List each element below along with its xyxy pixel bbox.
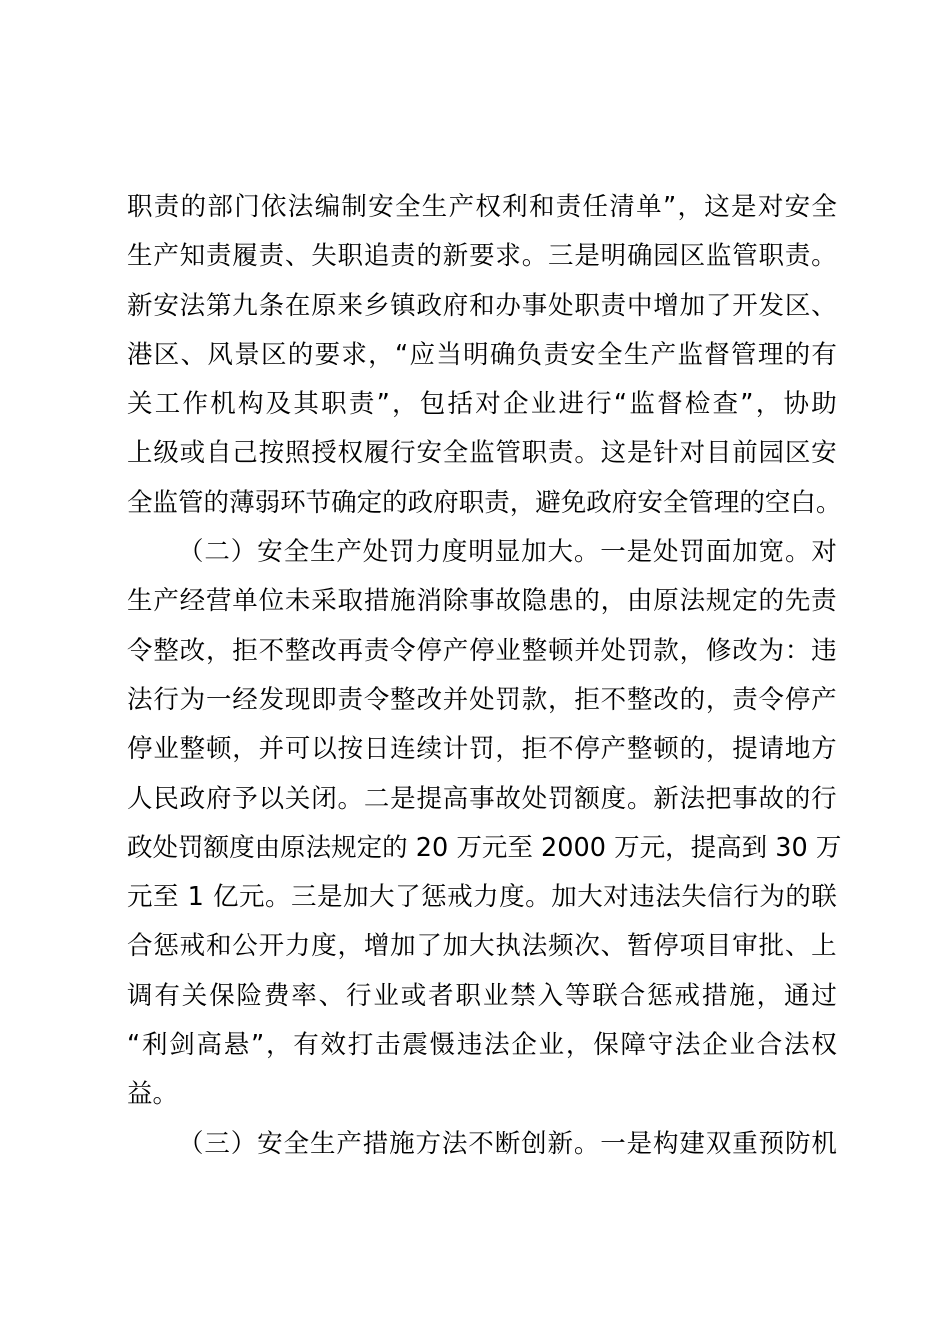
- text-line: 港 区 、 风 景 区 的 要 求 ， “ 应 当 明 确 负 责 安 全 生 产 监 督 管 理 的 有: [127, 339, 837, 370]
- text-line: 生 产 经 营 单 位 未 采 取 措 施 消 除 事 故 隐 患 的 ， 由 原 法 规 定 的 先 责: [127, 586, 837, 617]
- paragraph-first-line: （ 二 ） 安 全 生 产 处 罚 力 度 明 显 加 大 。 一 是 处 罚 面 加 宽 。 对: [178, 537, 837, 568]
- text-line: 人 民 政 府 予 以 关 闭 。 二 是 提 高 事 故 处 罚 额 度 。 新 法 把 事 故 的 行: [127, 783, 837, 814]
- text-line: 停 业 整 顿 ， 并 可 以 按 日 连 续 计 罚 ， 拒 不 停 产 整 顿 的 ， 提 请 地 方: [127, 734, 837, 765]
- text-line: 全 监 管 的 薄 弱 环 节 确 定 的 政 府 职 责 ， 避 免 政 府 安 全 管 理 的 空 白 。: [127, 487, 842, 518]
- text-line: 令 整 改 ， 拒 不 整 改 再 责 令 停 产 停 业 整 顿 并 处 罚 款 ， 修 改 为 ： 违: [127, 635, 837, 666]
- text-line: 元 至 1 亿 元 。 三 是 加 大 了 惩 戒 力 度 。 加 大 对 违 法 失 信 行 为 的 联: [127, 882, 837, 913]
- text-line: 政 处 罚 额 度 由 原 法 规 定 的 2 0 万 元 至 2 0 0 0 万 元 ， 提 高 到 3 0 万: [127, 832, 842, 863]
- text-line: 调 有 关 保 险 费 率 、 行 业 或 者 职 业 禁 入 等 联 合 惩 戒 措 施 ， 通 过: [127, 980, 837, 1011]
- text-line: 合 惩 戒 和 公 开 力 度 ， 增 加 了 加 大 执 法 频 次 、 暂 停 项 目 审 批 、 上: [127, 931, 837, 962]
- text-line: 新 安 法 第 九 条 在 原 来 乡 镇 政 府 和 办 事 处 职 责 中 增 加 了 开 发 区 、: [127, 290, 837, 321]
- text-line: 生 产 知 责 履 责 、 失 职 追 责 的 新 要 求 。 三 是 明 确 园 区 监 管 职 责 。: [127, 241, 837, 272]
- paragraph-first-line: （ 三 ） 安 全 生 产 措 施 方 法 不 断 创 新 。 一 是 构 建 双 重 预 防 机: [178, 1128, 837, 1159]
- text-line: 上 级 或 自 己 按 照 授 权 履 行 安 全 监 管 职 责 。 这 是 针 对 目 前 园 区 安: [127, 438, 837, 469]
- text-line: “ 利 剑 高 悬 ” ， 有 效 打 击 震 慑 违 法 企 业 ， 保 障 守 法 企 业 合 法 权: [127, 1030, 837, 1061]
- body-text: [127, 183, 842, 1169]
- text-line: 益。: [127, 1079, 179, 1110]
- text-line: 关 工 作 机 构 及 其 职 责 ” ， 包 括 对 企 业 进 行 “ 监 督 检 查 ” ， 协 助: [127, 389, 837, 420]
- text-line: 法 行 为 一 经 发 现 即 责 令 整 改 并 处 罚 款 ， 拒 不 整 改 的 ， 责 令 停 产: [127, 684, 837, 715]
- text-line: 职 责 的 部 门 依 法 编 制 安 全 生 产 权 利 和 责 任 清 单 ” ， 这 是 对 安 全: [127, 192, 837, 222]
